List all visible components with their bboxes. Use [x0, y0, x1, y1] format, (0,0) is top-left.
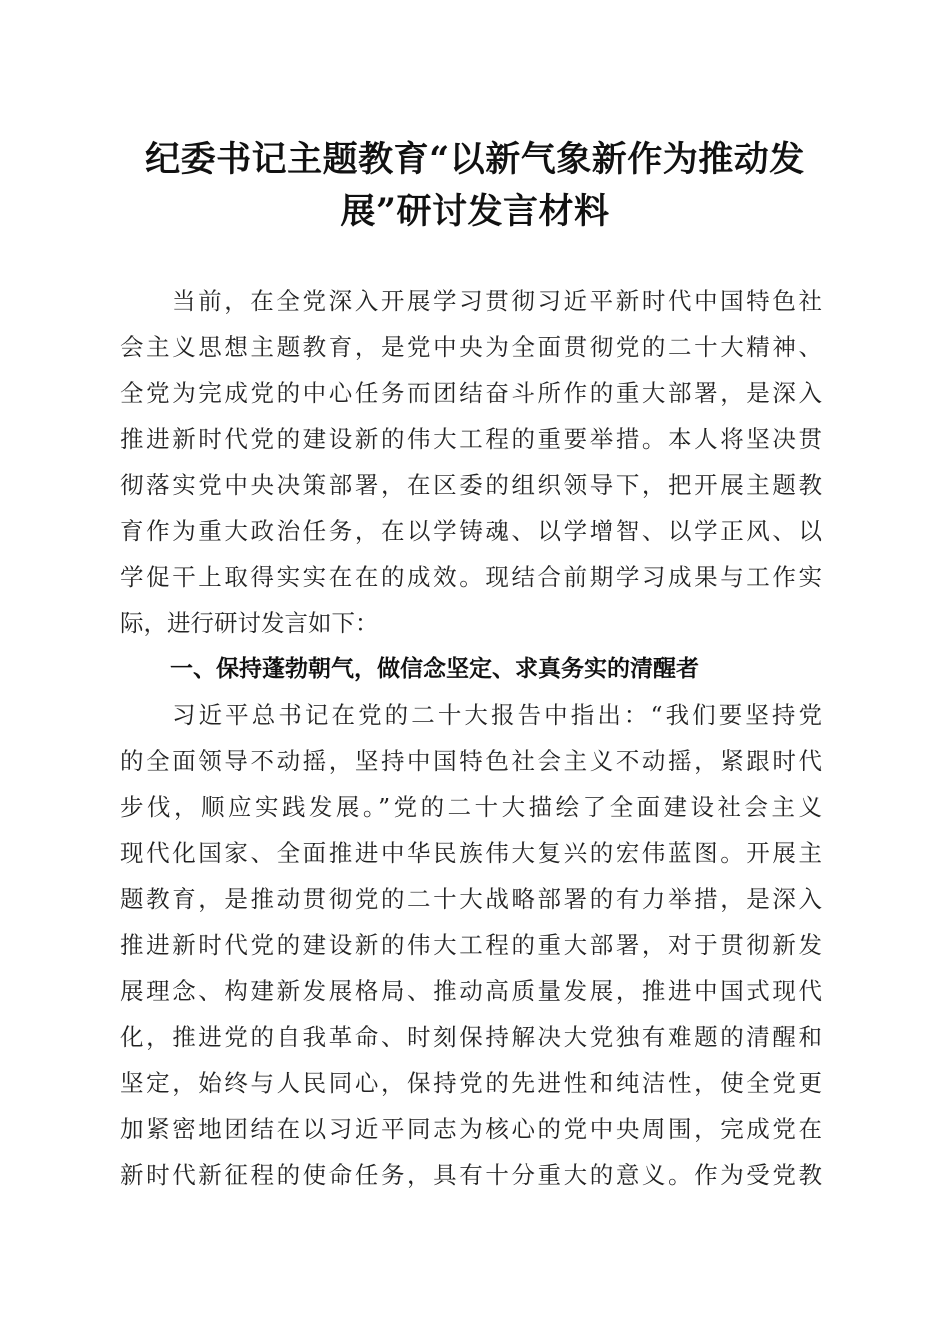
text-line: 全党为完成党的中心任务而团结奋斗所作的重大部署，是深入 [120, 379, 822, 407]
text-line: 习近平总书记在党的二十大报告中指出：“我们要坚持党 [172, 701, 822, 729]
paragraph-intro [120, 278, 822, 646]
text-line: 展理念、构建新发展格局、推动高质量发展，推进中国式现代 [120, 977, 822, 1005]
paragraph-section-1 [120, 692, 822, 1198]
text-line: 推进新时代党的建设新的伟大工程的重大部署，对于贯彻新发 [120, 931, 822, 959]
text-line: 坚定，始终与人民同心，保持党的先进性和纯洁性，使全党更 [120, 1069, 822, 1097]
text-line: 现代化国家、全面推进中华民族伟大复兴的宏伟蓝图。开展主 [120, 839, 822, 867]
text-line: 新时代新征程的使命任务，具有十分重大的意义。作为受党教 [120, 1161, 822, 1189]
document-body [120, 278, 822, 1198]
text-line: 化，推进党的自我革命、时刻保持解决大党独有难题的清醒和 [120, 1023, 822, 1051]
text-line: 步伐，顺应实践发展。”党的二十大描绘了全面建设社会主义 [120, 793, 822, 821]
section-heading: 一、保持蓬勃朝气，做信念坚定、求真务实的清醒者 [170, 656, 699, 682]
text-line: 推进新时代党的建设新的伟大工程的重要举措。本人将坚决贯 [120, 425, 822, 453]
text-line: 会主义思想主题教育，是党中央为全面贯彻党的二十大精神、 [120, 333, 822, 361]
text-line: 际，进行研讨发言如下： [120, 609, 379, 637]
text-line: 学促干上取得实实在在的成效。现结合前期学习成果与工作实 [120, 563, 822, 591]
text-line: 当前，在全党深入开展学习贯彻习近平新时代中国特色社 [172, 287, 822, 315]
text-line: 育作为重大政治任务，在以学铸魂、以学增智、以学正风、以 [120, 517, 822, 545]
title-line-1: 纪委书记主题教育“以新气象新作为推动发 [145, 139, 805, 180]
title-line-2: 展”研讨发言材料 [340, 191, 610, 232]
text-line: 加紧密地团结在以习近平同志为核心的党中央周围，完成党在 [120, 1115, 822, 1143]
text-line: 的全面领导不动摇，坚持中国特色社会主义不动摇，紧跟时代 [120, 747, 822, 775]
document-title [100, 134, 850, 238]
text-line: 彻落实党中央决策部署，在区委的组织领导下，把开展主题教 [120, 471, 822, 499]
text-line: 题教育，是推动贯彻党的二十大战略部署的有力举措，是深入 [120, 885, 822, 913]
